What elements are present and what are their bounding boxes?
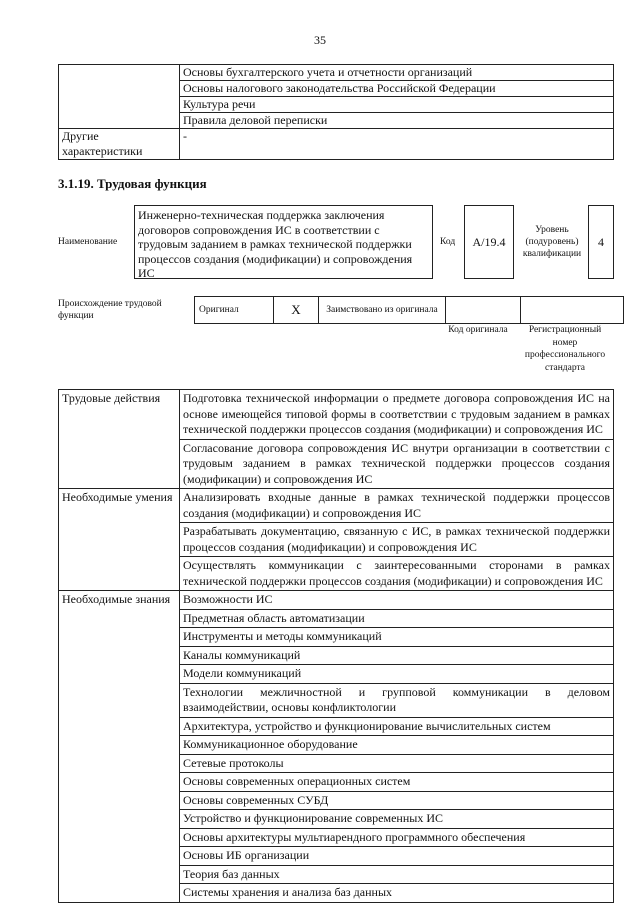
knowledge-label: Необходимые знания xyxy=(59,591,180,903)
empty-cell xyxy=(59,65,180,129)
skill-row: Разрабатывать документацию, связанную с ИС, в рамках технической поддержки процессов создания (модификации) и сопровождения ИС xyxy=(180,523,614,557)
action-row: Подготовка технической информации о предмете договора сопровождения ИС на основе имеющейся типовой формы в соответствии с трудовым заданием в рамках технической поддержки процессов создания (модификации) и сопровождения ИС xyxy=(180,390,614,440)
knowledge-row: Модели коммуникаций xyxy=(180,665,614,684)
skill-row: Осуществлять коммуникации с заинтересованными сторонами в рамках технической поддержки процессов создания (модификации) и сопровождения ИС xyxy=(180,557,614,591)
knowledge-row: Сетевые протоколы xyxy=(180,754,614,773)
borrowed-label: Заимствовано из оригинала xyxy=(319,297,446,324)
top-table xyxy=(58,64,614,160)
code-original-caption: Код оригинала xyxy=(448,325,508,335)
reg-number-cell xyxy=(521,297,624,324)
skill-row: Анализировать входные данные в рамках технической поддержки процессов создания (модификации) и сопровождения ИС xyxy=(180,489,614,523)
section-heading: 3.1.19. Трудовая функция xyxy=(58,176,207,191)
reg-number-caption: Регистрационный номер профессионального стандарта xyxy=(524,325,606,373)
function-code: А/19.4 xyxy=(464,205,514,279)
knowledge-row: Архитектура, устройство и функционирование вычислительных систем xyxy=(180,717,614,736)
knowledge-row: Культура речи xyxy=(180,97,614,113)
knowledge-row: Правила деловой переписки xyxy=(180,113,614,129)
code-label: Код xyxy=(440,237,456,247)
knowledge-row: Основы архитектуры мультиарендного программного обеспечения xyxy=(180,828,614,847)
knowledge-row: Инструменты и методы коммуникаций xyxy=(180,628,614,647)
knowledge-row: Устройство и функционирование современных ИС xyxy=(180,810,614,829)
knowledge-row: Каналы коммуникаций xyxy=(180,646,614,665)
knowledge-row: Основы ИБ организации xyxy=(180,847,614,866)
other-characteristics-value: - xyxy=(180,129,614,160)
knowledge-row: Системы хранения и анализа баз данных xyxy=(180,884,614,903)
level-label: Уровень (подуровень) квалификации xyxy=(522,225,582,259)
origin-label: Происхождение трудовой функции xyxy=(58,299,162,321)
knowledge-row: Технологии межличностной и групповой коммуникации в деловом взаимодействии, основы конфликтологии xyxy=(180,683,614,717)
skills-label: Необходимые умения xyxy=(59,489,180,591)
other-characteristics-label: Другие характеристики xyxy=(59,129,180,160)
code-original-cell xyxy=(446,297,521,324)
knowledge-row: Основы бухгалтерского учета и отчетности организаций xyxy=(180,65,614,81)
main-table xyxy=(58,389,614,903)
knowledge-row: Основы современных СУБД xyxy=(180,791,614,810)
origin-table xyxy=(194,296,624,324)
page-number: 35 xyxy=(314,33,326,47)
action-row: Согласование договора сопровождения ИС внутри организации в соответствии с трудовым заданием в рамках технической поддержки процессов создания (модификации) и сопровождения ИС xyxy=(180,439,614,489)
original-label: Оригинал xyxy=(195,297,274,324)
knowledge-row: Предметная область автоматизации xyxy=(180,609,614,628)
function-name: Инженерно-техническая поддержка заключения договоров сопровождения ИС в соответствии с трудовым заданием в рамках технической поддержки процессов создания (модификации) и сопровождения ИС xyxy=(134,205,433,279)
knowledge-row: Возможности ИС xyxy=(180,591,614,610)
name-label: Наименование xyxy=(58,237,118,247)
actions-label: Трудовые действия xyxy=(59,390,180,489)
knowledge-row: Коммуникационное оборудование xyxy=(180,736,614,755)
knowledge-row: Теория баз данных xyxy=(180,865,614,884)
original-mark: X xyxy=(274,297,319,324)
knowledge-row: Основы современных операционных систем xyxy=(180,773,614,792)
function-level: 4 xyxy=(588,205,614,279)
knowledge-row: Основы налогового законодательства Российской Федерации xyxy=(180,81,614,97)
